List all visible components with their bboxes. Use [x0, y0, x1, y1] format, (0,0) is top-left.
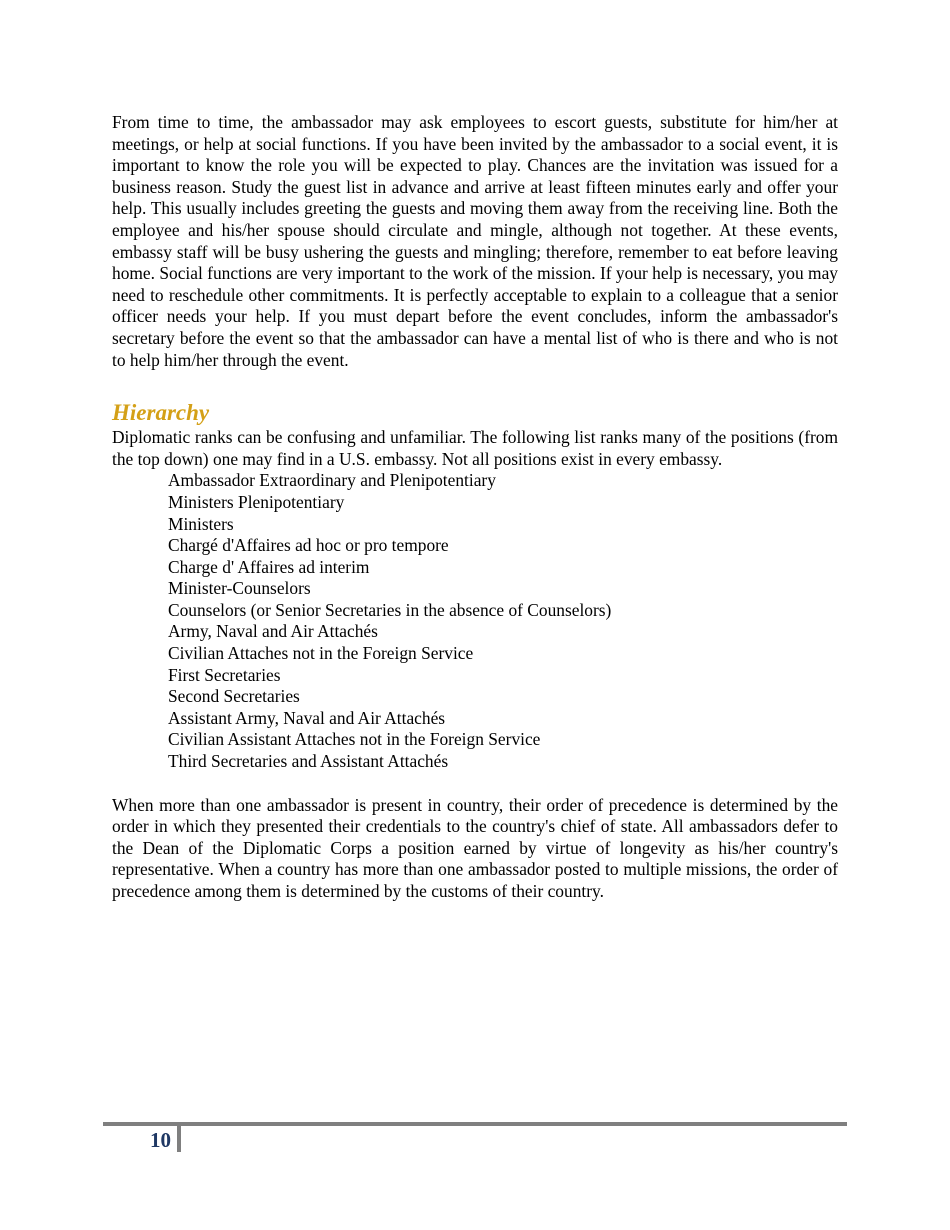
rank-item: Charge d' Affaires ad interim [168, 556, 370, 577]
rank-item: Army, Naval and Air Attachés [168, 621, 378, 642]
page-content [112, 112, 838, 903]
rank-item: Civilian Attaches not in the Foreign Service [168, 643, 474, 664]
rank-item: Minister-Counselors [168, 578, 311, 599]
rank-item: First Secretaries [168, 664, 281, 685]
section-heading: Hierarchy [112, 400, 210, 426]
rank-list [168, 470, 838, 772]
footer-rule [103, 1122, 847, 1126]
rank-item: Assistant Army, Naval and Air Attachés [168, 707, 446, 728]
closing-paragraph: When more than one ambassador is present in country, their order of precedence is determined by the order in which they presented their credentials to the country's chief of state. All ambassadors defer to the Dean of the Diplomatic Corps a position earned by virtue of longevity as his/her country's representative. When a country has more than one ambassador posted to multiple missions, the order of precedence among them is determined by the customs of their country. [112, 794, 838, 901]
rank-item: Second Secretaries [168, 686, 300, 707]
rank-item: Third Secretaries and Assistant Attachés [168, 751, 449, 772]
rank-item: Ambassador Extraordinary and Plenipotentiary [168, 470, 496, 491]
page-number-divider [177, 1126, 181, 1152]
page-number: 10 [150, 1128, 171, 1152]
rank-item: Ministers [168, 513, 234, 534]
rank-item: Civilian Assistant Attaches not in the Foreign Service [168, 729, 541, 750]
rank-item: Counselors (or Senior Secretaries in the absence of Counselors) [168, 599, 612, 620]
section-intro-paragraph: Diplomatic ranks can be confusing and unfamiliar. The following list ranks many of the positions (from the top down) one may find in a U.S. embassy. Not all positions exist in every embassy. [112, 427, 838, 469]
rank-item: Chargé d'Affaires ad hoc or pro tempore [168, 535, 449, 556]
rank-item: Ministers Plenipotentiary [168, 491, 345, 512]
intro-paragraph: From time to time, the ambassador may ask employees to escort guests, substitute for him/her at meetings, or help at social functions. If you have been invited by the ambassador to a social event, it is important to know the role you will be expected to play. Chances are the invitation was issued for a business reason. Study the guest list in advance and arrive at least fifteen minutes early and offer your help. This usually includes greeting the guests and moving them away from the receiving line. Both the employee and his/her spouse should circulate and mingle, although not together. At these events, embassy staff will be busy ushering the guests and mingling; therefore, remember to eat before leaving home. Social functions are very important to the work of the mission. If your help is necessary, you may need to reschedule other commitments. It is perfectly acceptable to explain to a colleague that a senior officer needs your help. If you must depart before the event concludes, inform the ambassador's secretary before the event so that the ambassador can have a mental list of who is there and who is not to help him/her through the event. [112, 112, 838, 370]
